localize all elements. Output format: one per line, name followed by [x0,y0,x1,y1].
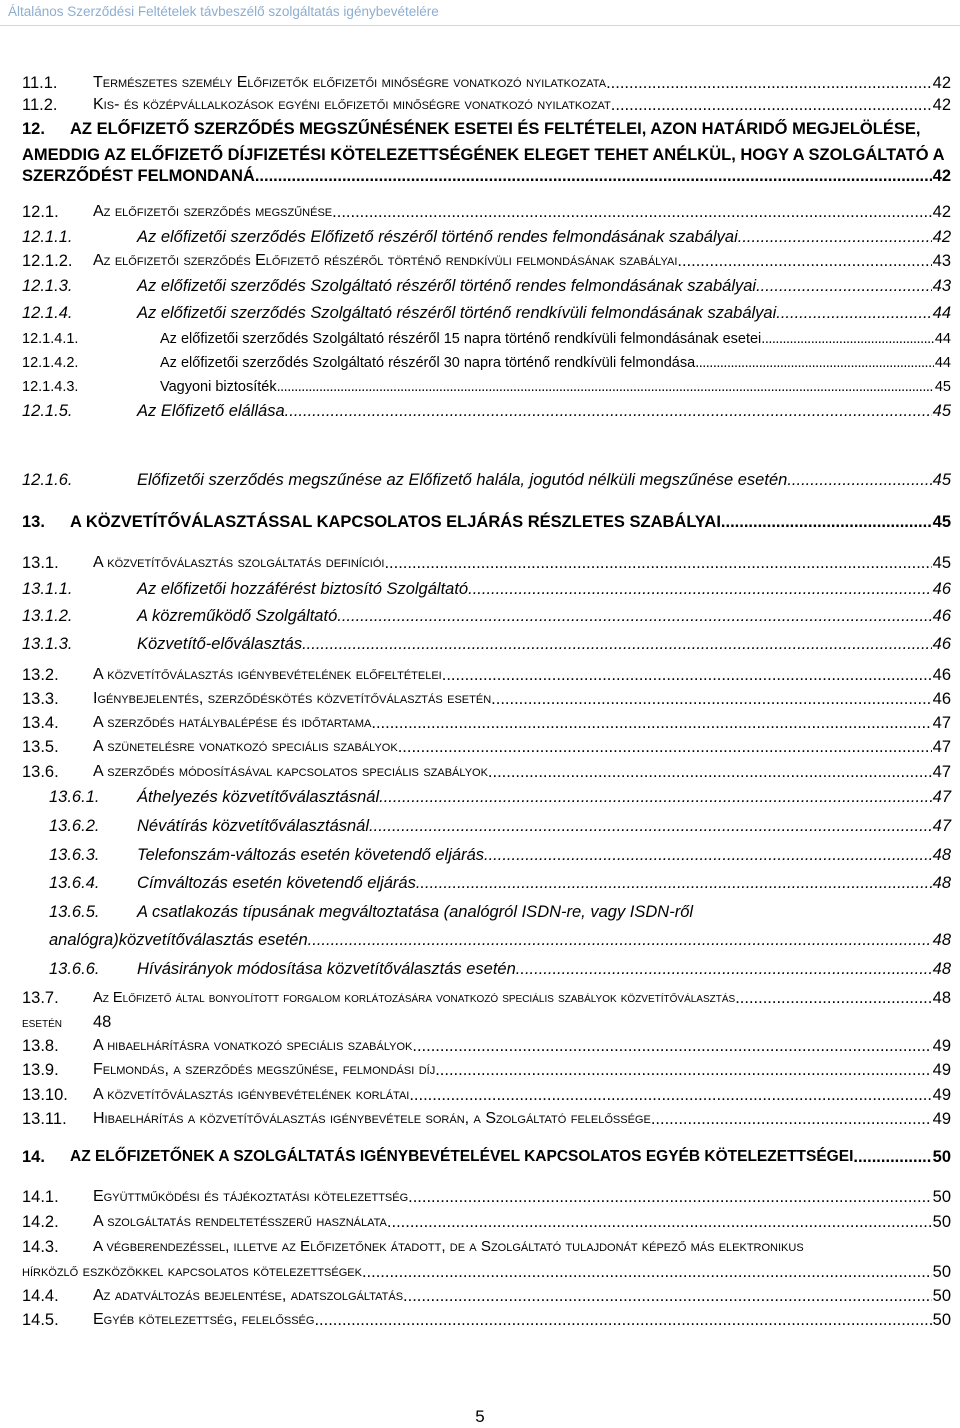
toc-title: Telefonszám-változás esetén követendő eljárás [137,846,485,864]
toc-number: 12.1.1. [22,228,73,246]
toc-page: 50 [932,1213,951,1231]
toc-number: 13.11. [22,1110,67,1128]
toc-leader [332,201,931,223]
toc-leader [285,400,932,422]
toc-title: Hívásirányok módosítása közvetítőválasztás esetén [137,960,516,978]
toc-number: 14. [22,1148,45,1166]
toc-number: 14.5. [22,1311,59,1329]
toc-entry-11-2[interactable] [22,94,951,116]
toc-entry-13-6-4[interactable] [22,872,951,894]
toc-leader [302,633,932,655]
toc-number: 13.3. [22,690,59,708]
toc-leader [398,736,932,758]
toc-title: AMEDDIG AZ ELŐFIZETŐ DÍJFIZETÉSI KÖTELEZETTSÉGÉNEK ELEGET TEHET ANÉLKÜL, HOGY A SZOLGÁLTATÓ A [22,146,945,164]
toc-entry-14-3-line1[interactable] [22,1236,951,1258]
toc-entry-13-5[interactable] [22,736,951,758]
toc-page: 49 [932,1110,951,1128]
toc-entry-14-5[interactable] [22,1309,951,1331]
toc-title: Közvetítő-előválasztás [137,635,303,653]
toc-number: 13.6. [22,763,59,781]
toc-entry-13-6-6[interactable] [22,958,951,980]
toc-entry-13-9[interactable] [22,1059,951,1081]
toc-title: A szünetelésre vonatkozó speciális szabályok [93,738,398,755]
toc-number: 12.1.4. [22,304,73,322]
toc-title: A szerződés módosításával kapcsolatos speciális szabályok [93,763,488,780]
toc-page: 49 [932,1061,951,1079]
toc-title: Előfizetői szerződés megszűnése az Előfizető halála, jogutód nélküli megszűnése esetén [137,471,788,489]
toc-entry-14-4[interactable] [22,1285,951,1307]
toc-title: A szolgáltatás rendeltetésszerű használata [93,1213,387,1230]
toc-leader [761,328,934,350]
toc-title: Felmondás, a szerződés megszűnése, felmondási díj [93,1061,436,1078]
toc-leader [651,1108,932,1130]
toc-leader [314,1309,931,1331]
toc-title: Egyéb kötelezettség, felelősség [93,1311,315,1328]
toc-entry-13-6-5-line1[interactable] [22,901,951,923]
toc-title: Vagyoni biztosíték [160,379,277,395]
toc-entry-14-3-line2[interactable] [22,1261,951,1283]
toc-title: Az Előfizető által bonyolított forgalom korlátozására vonatkozó speciális szabályok közvetítőválasztás [93,990,736,1006]
toc-title: Az előfizetői hozzáférést biztosító Szolgáltató [137,580,469,598]
toc-leader [369,815,932,837]
toc-leader [384,552,931,574]
toc-number: 12.1.3. [22,277,73,295]
toc-leader [611,94,932,116]
toc-number: 12.1.4.1. [22,331,79,347]
toc-page: 48 [932,931,951,949]
toc-number: 13.6.3. [49,846,100,864]
toc-page: 50 [932,1188,951,1206]
toc-leader [277,376,934,398]
toc-page: 49 [932,1086,951,1104]
toc-title: AZ ELŐFIZETŐNEK A SZOLGÁLTATÁS IGÉNYBEVÉTELÉVEL KAPCSOLATOS EGYÉB KÖTELEZETTSÉGEI [70,1148,854,1165]
toc-title: Az előfizetői szerződés Előfizető részéről történő rendes felmondásának szabályai [137,228,738,246]
toc-page: 47 [932,763,951,781]
toc-title: Igénybejelentés, szerződéskötés közvetítőválasztás esetén [93,690,492,707]
toc-number: 13.6.4. [49,874,100,892]
toc-entry-14-2[interactable] [22,1211,951,1233]
toc-entry-13-6-5-line2[interactable] [22,929,951,951]
toc-number: 13.8. [22,1037,59,1055]
toc-title: SZERZŐDÉST FELMONDANÁ [22,167,255,185]
toc-title: hírközlő eszközökkel kapcsolatos kötelezettségek [22,1263,362,1280]
toc-leader [853,1146,931,1168]
toc-entry-13-1-3[interactable] [22,633,951,655]
toc-page: 43 [932,277,951,295]
toc-number: 13.6.6. [49,960,100,978]
toc-entry-14[interactable] [22,1146,951,1168]
header-title[interactable]: Általános Szerződési Feltételek távbeszélő szolgáltatás igénybevételére [8,4,439,19]
toc-number: 13.7. [22,989,59,1007]
toc-entry-13-6-3[interactable] [22,844,951,866]
toc-entry-13-2[interactable] [22,664,951,686]
toc-page: 44 [932,304,951,322]
toc-page: 47 [932,788,951,806]
toc-entry-13-1-1[interactable] [22,578,951,600]
toc-title: Hibaelhárítás a közvetítőválasztás igénybevétele során, a Szolgáltató felelőssége [93,1110,651,1127]
toc-entry-13-3[interactable] [22,688,951,710]
toc-entry-13-10[interactable] [22,1084,951,1106]
toc-entry-12-line2[interactable] [22,144,951,166]
toc-number: 13.2. [22,666,59,684]
toc-entry-12-line3[interactable] [22,165,951,187]
toc-title: Kis- és középvállalkozások egyéni előfizetői minőségre vonatkozó nyilatkozat [93,96,611,113]
toc-entry-12-1-4[interactable] [22,302,951,324]
toc-number: 12.1.4.2. [22,355,79,371]
toc-number: 12.1.4.3. [22,379,79,395]
toc-leader [362,1261,932,1283]
toc-leader [491,688,931,710]
toc-leader [255,165,932,187]
toc-number: 13.4. [22,714,59,732]
toc-leader [435,1059,931,1081]
toc-page: 42 [932,203,951,221]
toc-page: 45 [932,513,951,531]
toc-leader [403,1285,932,1307]
toc-leader [387,1211,932,1233]
toc-leader [409,1084,931,1106]
toc-leader [787,469,931,491]
toc-leader [416,872,932,894]
toc-title: Az előfizetői szerződés megszűnése [93,203,333,220]
toc-page: 50 [932,1263,951,1281]
toc-title: A közvetítőválasztás igénybevételének előfeltételei [93,666,442,683]
toc-entry-12-line1[interactable] [22,118,951,140]
toc-number: 12.1.2. [22,252,73,270]
toc-title: esetén [22,1014,63,1030]
toc-number: 13.5. [22,738,59,756]
toc-entry-13-7-line2[interactable] [22,1011,951,1033]
toc-entry-11-1[interactable] [22,72,951,94]
toc-number: 13.1.2. [22,607,73,625]
toc-leader [442,664,932,686]
toc-title: Az adatváltozás bejelentése, adatszolgáltatás [93,1287,404,1304]
toc-title: Az előfizetői szerződés Szolgáltató részéről 15 napra történő rendkívüli felmondásának esetei [160,331,762,347]
toc-title: A közvetítőválasztás szolgáltatás definíciói [93,554,385,571]
toc-title: Természetes személy Előfizetők előfizetői minőségre vonatkozó nyilatkozata [93,74,607,91]
toc-entry-12-1-6[interactable] [22,469,951,491]
toc-entry-13-8[interactable] [22,1035,951,1057]
toc-entry-13-6-1[interactable] [22,786,951,808]
toc-number: 13. [22,513,45,531]
toc-page: 45 [934,379,951,395]
toc-page: 46 [932,690,951,708]
toc-number: 13.6.5. [49,903,100,921]
toc-page: 42 [932,96,951,114]
toc-entry-12-1[interactable] [22,201,951,223]
toc-entry-12-1-4-3[interactable] [22,376,951,398]
toc-page: 44 [934,355,951,371]
toc-number: 13.1. [22,554,59,572]
toc-number: 14.2. [22,1213,59,1231]
toc-page: 46 [932,635,951,653]
toc-number: 12. [22,120,45,138]
toc-page: 48 [93,1013,112,1031]
toc-page: 47 [932,714,951,732]
toc-leader [412,1035,931,1057]
toc-entry-13-11[interactable] [22,1108,951,1130]
toc-entry-14-1[interactable] [22,1186,951,1208]
toc-page: 47 [932,738,951,756]
toc-leader [337,605,931,627]
toc-title: AZ ELŐFIZETŐ SZERZŐDÉS MEGSZŰNÉSÉNEK ESETEI ÉS FELTÉTELEI, AZON HATÁRIDŐ MEGJELÖLÉSE, [70,120,921,138]
toc-entry-13-4[interactable] [22,712,951,734]
toc-title: A végberendezéssel, illetve az Előfizetőnek átadott, de a Szolgáltató tulajdonát képező más elektronikus [93,1238,804,1255]
toc-title: A közvetítőválasztás igénybevételének korlátai [93,1086,410,1103]
toc-title: A szerződés hatálybalépése és időtartama [93,714,372,731]
toc-entry-12-1-1[interactable] [22,226,951,248]
toc-page: 49 [932,1037,951,1055]
toc-entry-13-1[interactable] [22,552,951,574]
toc-title: Az előfizetői szerződés Szolgáltató részéről történő rendes felmondásának szabályai [137,277,757,295]
toc-number: 13.9. [22,1061,59,1079]
toc-title: A KÖZVETÍTŐVÁLASZTÁSSAL KAPCSOLATOS ELJÁRÁS RÉSZLETES SZABÁLYAI [70,513,721,531]
toc-leader [371,712,931,734]
toc-title: Névátírás közvetítőválasztásnál [137,817,370,835]
toc-entry-13-1-2[interactable] [22,605,951,627]
toc-leader [756,275,932,297]
toc-leader [677,250,931,272]
toc-leader [488,761,932,783]
toc-leader [776,302,931,324]
toc-number: 14.1. [22,1188,59,1206]
toc-page: 44 [934,331,951,347]
toc-leader [606,72,932,94]
toc-number: 11.2. [22,96,58,114]
toc-leader [738,226,932,248]
toc-entry-13[interactable] [22,511,951,533]
toc-title: Az előfizetői szerződés Előfizető részéről történő rendkívüli felmondásának szabályai [93,252,678,269]
toc-number: 13.10. [22,1086,68,1104]
toc-title: Együttműködési és tájékoztatási kötelezettség [93,1188,409,1205]
toc-number: 13.6.2. [49,817,100,835]
toc-entry-12-1-4-2[interactable] [22,352,951,374]
header-rule [0,25,960,26]
toc-page: 48 [932,846,951,864]
toc-entry-13-6[interactable] [22,761,951,783]
toc-page: 48 [932,989,951,1007]
toc-number: 12.1.6. [22,471,73,489]
toc-title: A csatlakozás típusának megváltoztatása (analógról ISDN-re, vagy ISDN-ről [137,903,694,921]
toc-title: A hibaelhárításra vonatkozó speciális szabályok [93,1037,413,1054]
toc-title: Az Előfizető elállása [137,402,285,420]
toc-leader [695,352,934,374]
toc-leader [408,1186,932,1208]
toc-leader [721,511,932,533]
toc-title: A közreműködő Szolgáltató [137,607,338,625]
toc-page: 42 [932,74,951,92]
toc-page: 42 [932,167,951,185]
toc-entry-12-1-4-1[interactable] [22,328,951,350]
toc-title: Áthelyezés közvetítőválasztásnál [137,788,380,806]
toc-leader [735,987,931,1009]
toc-page: 43 [932,252,951,270]
toc-number: 12.1.5. [22,402,73,420]
toc-leader [468,578,932,600]
toc-page: 46 [932,580,951,598]
running-header [0,0,960,24]
toc-entry-13-7[interactable] [22,987,951,1009]
toc-page: 46 [932,666,951,684]
toc-title: analógra)közvetítőválasztás esetén [49,931,308,949]
toc-page: 48 [932,874,951,892]
page-number: 5 [475,1407,485,1426]
toc-page: 42 [932,228,951,246]
toc-page: 48 [932,960,951,978]
toc-number: 13.1.3. [22,635,73,653]
toc-number: 13.1.1. [22,580,73,598]
toc-page: 50 [932,1287,951,1305]
toc-page: 50 [932,1148,951,1166]
toc-leader [484,844,932,866]
toc-page: 45 [932,554,951,572]
toc-page: 47 [932,817,951,835]
toc-title: Az előfizetői szerződés Szolgáltató részéről 30 napra történő rendkívüli felmondása [160,355,696,371]
toc-page: 45 [932,402,951,420]
toc-entry-12-1-2[interactable] [22,250,951,272]
toc-page: 50 [932,1311,951,1329]
toc-title: Címváltozás esetén követendő eljárás [137,874,416,892]
toc-number: 14.4. [22,1287,59,1305]
toc-entry-12-1-3[interactable] [22,275,951,297]
toc-number: 13.6.1. [49,788,100,806]
toc-leader [379,786,932,808]
toc-number: 12.1. [22,203,59,221]
toc-number: 11.1. [22,74,58,92]
toc-leader [516,958,932,980]
toc-leader [308,929,932,951]
toc-page: 46 [932,607,951,625]
toc-entry-12-1-5[interactable] [22,400,951,422]
toc-entry-13-6-2[interactable] [22,815,951,837]
toc-number: 14.3. [22,1238,59,1256]
toc-title: Az előfizetői szerződés Szolgáltató részéről történő rendkívüli felmondásának szabályai [137,304,777,322]
toc-page: 45 [932,471,951,489]
